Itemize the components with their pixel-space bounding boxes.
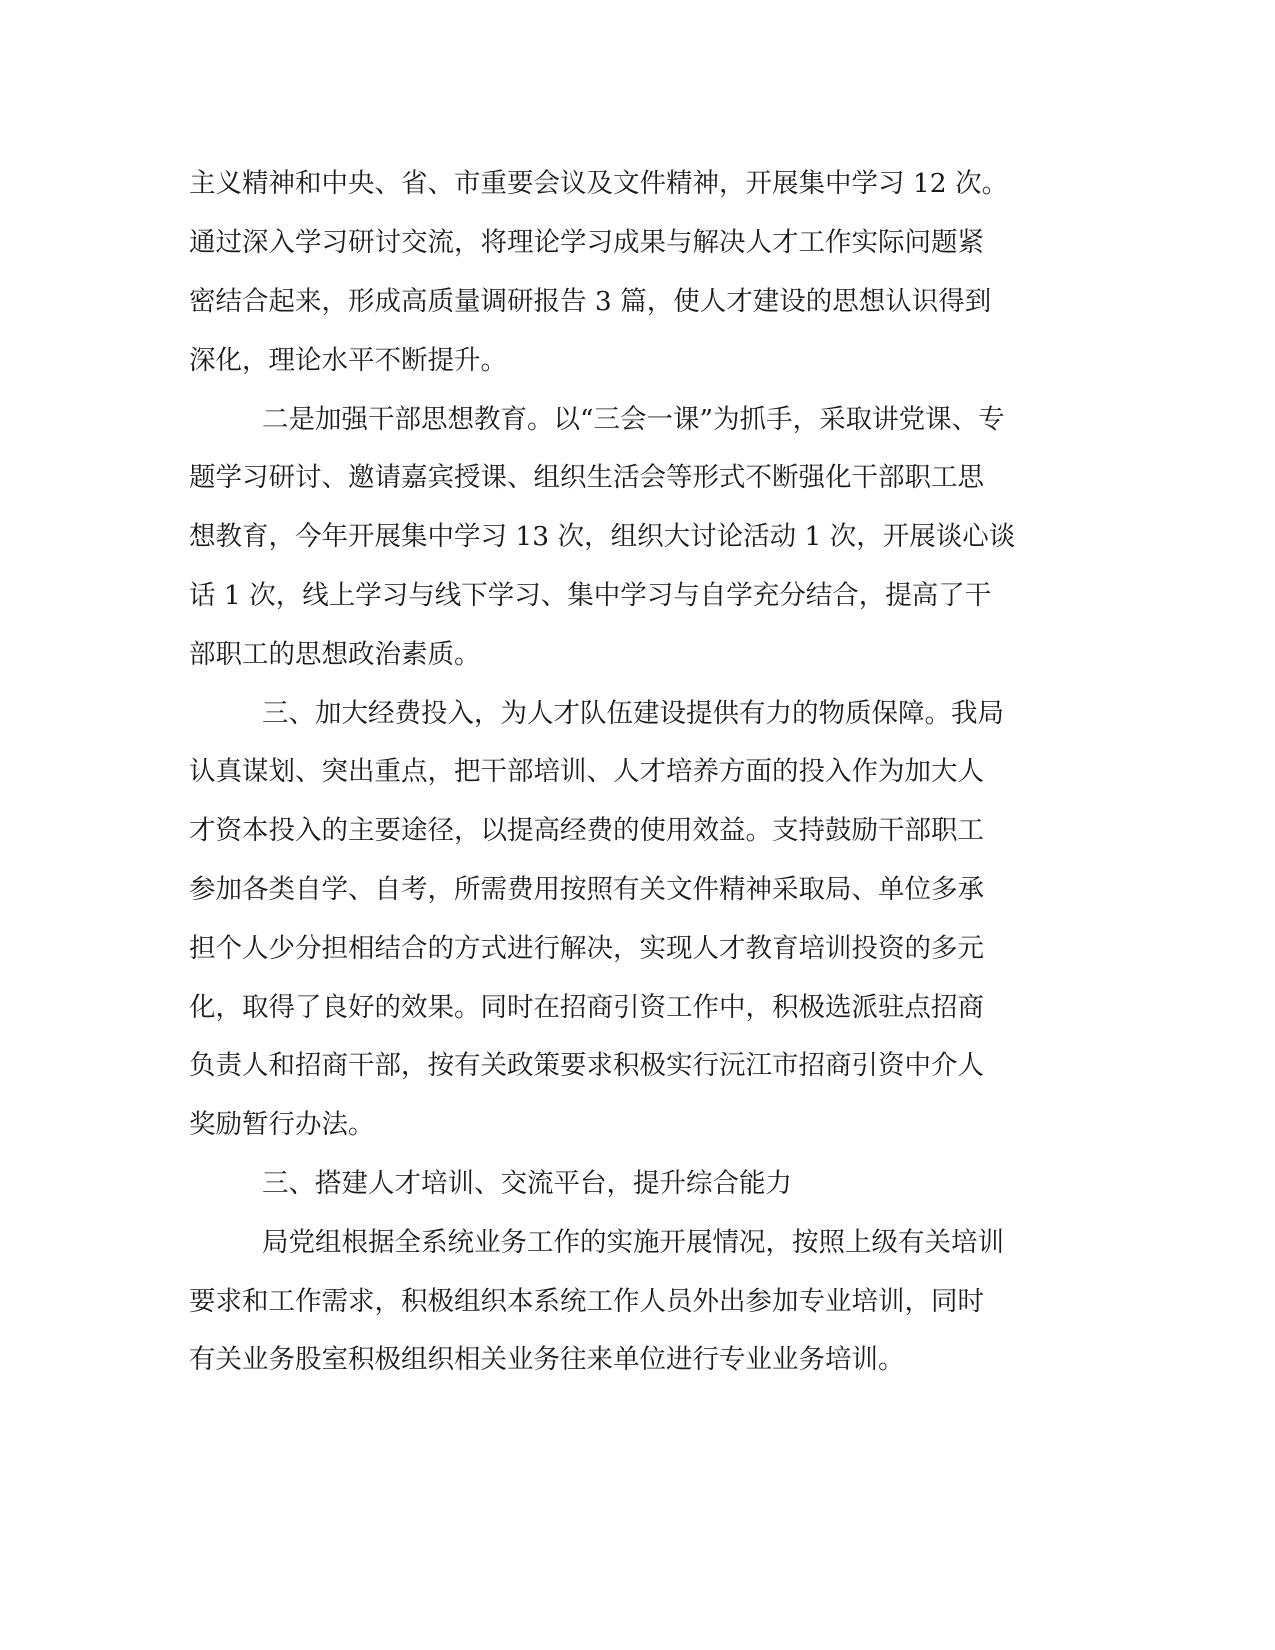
text-line: 深化，理论水平不断提升。 [189, 345, 507, 376]
text-line: 有关业务股室积极组织相关业务往来单位进行专业业务培训。 [189, 1344, 905, 1375]
text-line: 要求和工作需求，积极组织本系统工作人员外出参加专业培训，同时 [189, 1286, 984, 1317]
text-line: 部职工的思想政治素质。 [189, 639, 481, 670]
text-line: 化，取得了良好的效果。同时在招商引资工作中，积极选派驻点招商 [189, 992, 984, 1023]
text-line: 奖励暂行办法。 [189, 1109, 375, 1140]
text-line: 三、加大经费投入，为人才队伍建设提供有力的物质保障。我局 [262, 698, 1004, 729]
text-line: 密结合起来，形成高质量调研报告 3 篇，使人才建设的思想认识得到 [189, 286, 992, 317]
text-line: 认真谋划、突出重点，把干部培训、人才培养方面的投入作为加大人 [189, 756, 984, 787]
text-line: 想教育，今年开展集中学习 13 次，组织大讨论活动 1 次，开展谈心谈 [189, 521, 1016, 552]
text-line: 主义精神和中央、省、市重要会议及文件精神，开展集中学习 12 次。 [189, 168, 1009, 199]
text-line: 话 1 次，线上学习与线下学习、集中学习与自学充分结合，提高了干 [189, 580, 992, 611]
text-line: 参加各类自学、自考，所需费用按照有关文件精神采取局、单位多承 [189, 874, 984, 905]
text-line: 担个人少分担相结合的方式进行解决，实现人才教育培训投资的多元 [189, 933, 984, 964]
text-line: 负责人和招商干部，按有关政策要求积极实行沅江市招商引资中介人 [189, 1050, 984, 1081]
text-line: 局党组根据全系统业务工作的实施开展情况，按照上级有关培训 [262, 1227, 1004, 1258]
text-line: 才资本投入的主要途径，以提高经费的使用效益。支持鼓励干部职工 [189, 815, 984, 846]
text-line: 通过深入学习研讨交流，将理论学习成果与解决人才工作实际问题紧 [189, 227, 984, 258]
text-line: 题学习研讨、邀请嘉宾授课、组织生活会等形式不断强化干部职工思 [189, 462, 984, 493]
section-heading: 三、搭建人才培训、交流平台，提升综合能力 [262, 1168, 792, 1199]
text-line: 二是加强干部思想教育。以“三会一课”为抓手，采取讲党课、专 [262, 404, 1005, 435]
